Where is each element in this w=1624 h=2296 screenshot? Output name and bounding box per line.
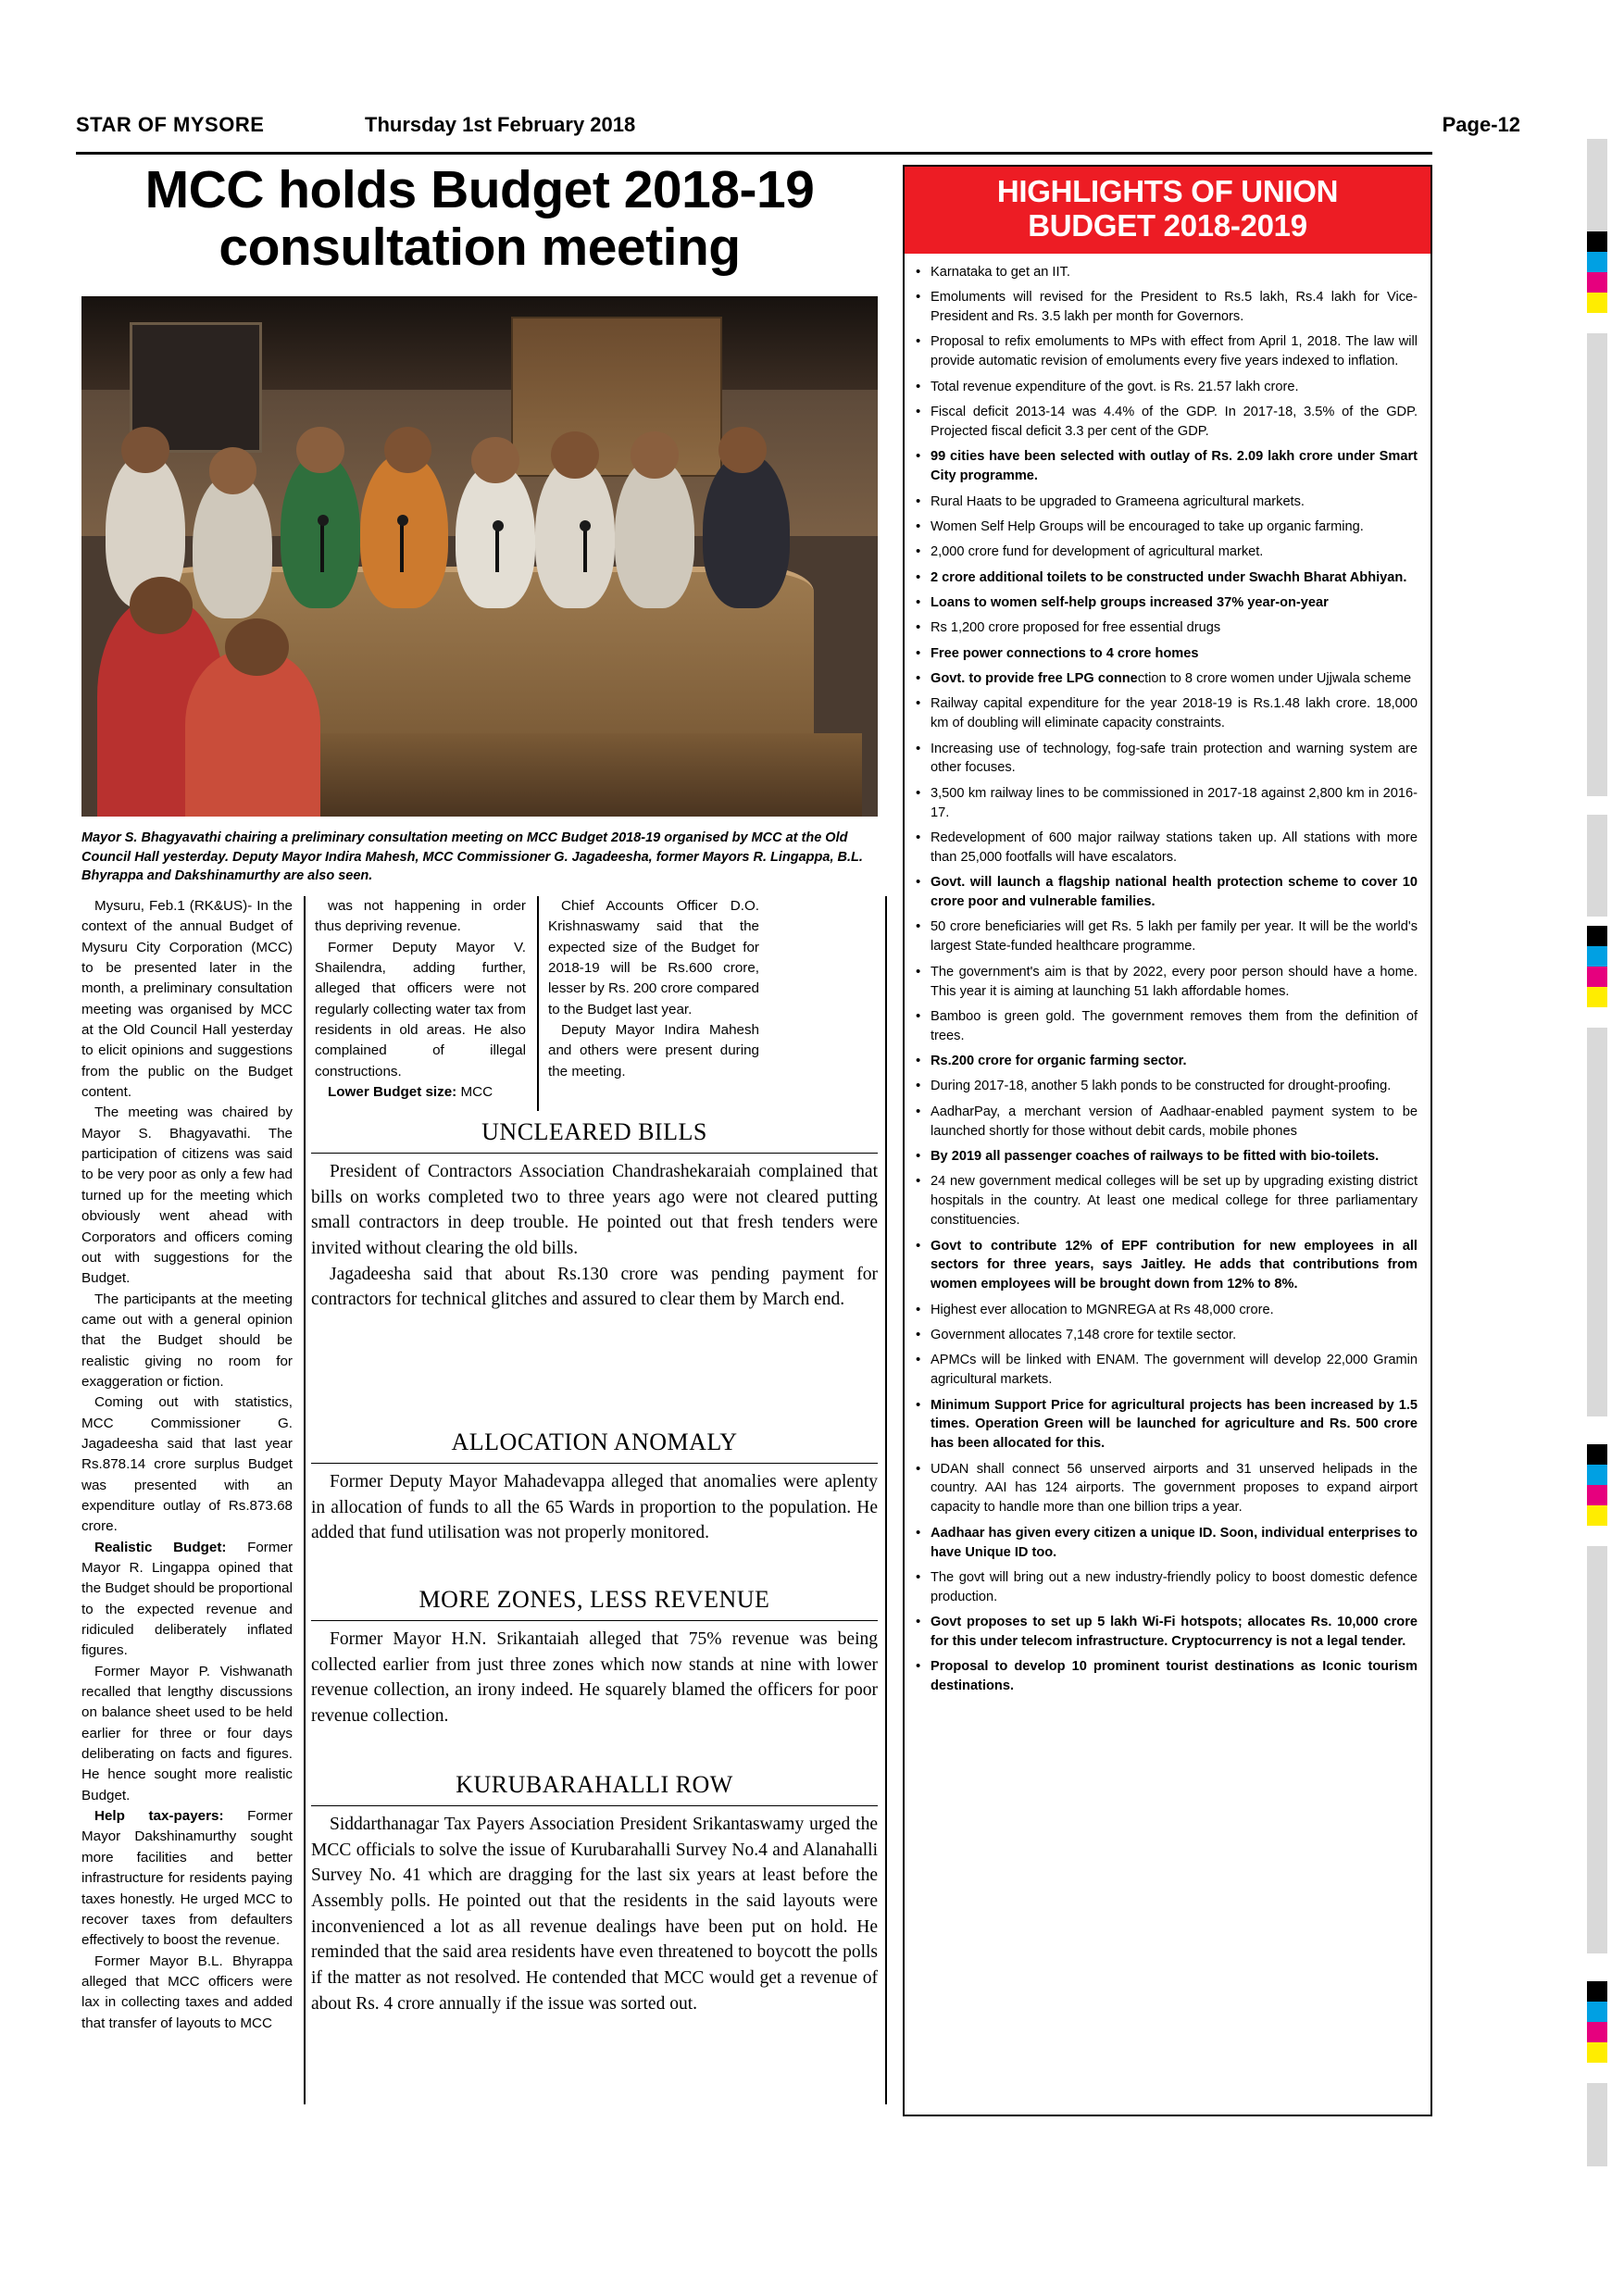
highlight-item — [916, 1007, 1418, 1046]
highlight-item — [916, 378, 1418, 397]
article-paragraph: Mysuru, Feb.1 (RK&US)- In the context of the annual Budget of Mysuru City Corporation (MCC) to be presented later in the month, a preliminary consultation meeting was organised by MCC at the Old Council Hall yesterday to elicit opinions and suggestions from the public on the Budget content. — [81, 898, 293, 1101]
highlight-item — [916, 1351, 1418, 1390]
highlight-text: Highest ever allocation to MGNREGA at Rs 48,000 crore. — [931, 1302, 1274, 1317]
highlight-text: Govt to contribute 12% of EPF contribution for new employees in all sectors for three years, says Jaitley. He adds that contributions from women employees will be brought down from 12% to 8%. — [931, 1238, 1418, 1292]
highlight-text: Aadhaar has given every citizen a unique ID. Soon, individual enterprises to have Unique ID too. — [931, 1525, 1418, 1560]
sub-article-section — [311, 1111, 878, 1313]
highlight-text: Women Self Help Groups will be encouraged to take up organic farming. — [931, 518, 1364, 534]
bullet-icon: • — [916, 918, 921, 935]
highlight-text: Rs 1,200 crore proposed for free essential drugs — [931, 620, 1221, 636]
section-paragraph: President of Contractors Association Chandrashekaraiah complained that bills on works completed two to three years ago were not cleared putting small contractors in deep trouble. He pointed out that fresh tenders were invited without clearing the old bills. — [311, 1162, 878, 1259]
bullet-icon: • — [916, 263, 921, 280]
highlight-text: Govt. to provide free LPG connection to 8 crore women under Ujjwala scheme — [931, 671, 1412, 687]
highlight-item — [916, 1301, 1418, 1320]
highlight-item — [916, 694, 1418, 733]
highlight-text: Govt proposes to set up 5 lakh Wi-Fi hotspots; allocates Rs. 10,000 crore for this under telecom infrastructure. Cryptocurrency is not a legal tender. — [931, 1615, 1418, 1649]
article-column-3 — [548, 896, 759, 1082]
article-paragraph: Former Mayor P. Vishwanath recalled that lengthy discussions on balance sheet used to be held earlier for three or four days deliberating on facts and figures. He hence sought more realistic Budget. — [81, 1663, 293, 1803]
bullet-icon: • — [916, 1568, 921, 1585]
edge-gray-bar-6 — [1587, 2083, 1607, 2166]
article-paragraph: Deputy Mayor Indira Mahesh and others were present during the meeting. — [548, 1022, 759, 1079]
bullet-icon: • — [916, 784, 921, 801]
bullet-icon: • — [916, 740, 921, 756]
section-heading: ALLOCATION ANOMALY — [311, 1421, 878, 1464]
bullet-icon: • — [916, 1103, 921, 1119]
highlight-item — [916, 568, 1418, 588]
bullet-icon: • — [916, 1460, 921, 1477]
highlight-item — [916, 917, 1418, 956]
bullet-icon: • — [916, 1614, 921, 1630]
article-paragraph: Former Deputy Mayor V. Shailendra, adding further, alleged that officers were not regularly collecting water tax from residents in old areas. He also complained of illegal constructions. — [315, 939, 526, 1079]
column-rule-2 — [537, 896, 539, 1111]
sub-article-section — [311, 1421, 878, 1546]
highlight-text: 2,000 crore fund for development of agricultural market. — [931, 544, 1264, 560]
bullet-icon: • — [916, 1237, 921, 1254]
bullet-icon: • — [916, 289, 921, 306]
highlight-item — [916, 1396, 1418, 1454]
bullet-icon: • — [916, 593, 921, 610]
highlight-item — [916, 518, 1418, 537]
issue-date: Thursday 1st February 2018 — [365, 113, 636, 136]
highlight-item — [916, 963, 1418, 1002]
highlight-item — [916, 1237, 1418, 1295]
edge-gray-bar-3 — [1587, 815, 1607, 917]
highlight-item — [916, 593, 1418, 613]
article-paragraph: The participants at the meeting came out with a general opinion that the Budget should be realistic giving no room for exaggeration or fiction. — [81, 1291, 293, 1390]
bullet-icon: • — [916, 543, 921, 560]
registration-color-bar-3 — [1587, 1444, 1607, 1526]
article-paragraph: Lower Budget size: MCC — [328, 1084, 493, 1101]
highlight-item — [916, 332, 1418, 371]
highlight-item — [916, 288, 1418, 327]
highlight-item — [916, 644, 1418, 664]
column-rule-1 — [304, 896, 306, 2104]
highlight-text: During 2017-18, another 5 lakh ponds to be constructed for drought-proofing. — [931, 1079, 1392, 1094]
highlight-item — [916, 263, 1418, 282]
highlight-text: Total revenue expenditure of the govt. is Rs. 21.57 lakh crore. — [931, 379, 1299, 394]
bullet-icon: • — [916, 1326, 921, 1342]
highlight-text: UDAN shall connect 56 unserved airports and 31 unserved helipads in the country. AAI has 124 airports. The government proposes to expand airport capacity to handle more than one billion trips a year. — [931, 1461, 1418, 1516]
highlight-item — [916, 1460, 1418, 1518]
registration-color-bar-4 — [1587, 1981, 1607, 2063]
highlight-text: Bamboo is green gold. The government removes them from the definition of trees. — [931, 1008, 1418, 1043]
highlight-text: 50 crore beneficiaries will get Rs. 5 lakh per family per year. It will be the world's largest State-funded healthcare programme. — [931, 919, 1418, 955]
highlight-item — [916, 873, 1418, 912]
highlight-text: The govt will bring out a new industry-friendly policy to boost domestic defence production. — [931, 1569, 1418, 1604]
bullet-icon: • — [916, 1007, 921, 1024]
highlights-list — [905, 254, 1430, 1696]
highlight-text: The government's aim is that by 2022, every poor person should have a home. This year it is aiming at launching 51 lakh affordable homes. — [931, 964, 1418, 999]
bullet-icon: • — [916, 404, 921, 420]
highlight-text: Emoluments will revised for the President to Rs.5 lakh, Rs.4 lakh for Vice-President and Rs. 3.5 lakh per month for Governors. — [931, 290, 1418, 325]
bullet-icon: • — [916, 1658, 921, 1675]
edge-gray-bar-2 — [1587, 333, 1607, 796]
highlight-item — [916, 618, 1418, 638]
bullet-icon: • — [916, 1352, 921, 1368]
bullet-icon: • — [916, 1053, 921, 1069]
highlight-text: Govt. will launch a flagship national health protection scheme to cover 10 crore poor and vulnerable families. — [931, 875, 1418, 910]
section-heading: UNCLEARED BILLS — [311, 1111, 878, 1154]
section-paragraph: Jagadeesha said that about Rs.130 crore was pending payment for contractors for technical glitches and assured to clear them by March end. — [311, 1264, 878, 1310]
bullet-icon: • — [916, 568, 921, 585]
section-heading: KURUBARAHALLI ROW — [311, 1764, 878, 1806]
highlight-text: By 2019 all passenger coaches of railways to be fitted with bio-toilets. — [931, 1149, 1380, 1165]
article-column-1 — [81, 896, 293, 2034]
highlight-text: Government allocates 7,148 crore for textile sector. — [931, 1327, 1237, 1342]
bullet-icon: • — [916, 1148, 921, 1165]
bullet-icon: • — [916, 1301, 921, 1317]
highlight-item — [916, 1147, 1418, 1167]
highlight-item — [916, 1657, 1418, 1696]
highlight-item — [916, 1052, 1418, 1071]
highlights-header-line1: HIGHLIGHTS OF UNION — [996, 174, 1339, 208]
highlight-text: Rural Haats to be upgraded to Grameena agricultural markets. — [931, 493, 1305, 509]
bullet-icon: • — [916, 493, 921, 509]
highlight-item — [916, 1613, 1418, 1652]
article-photo — [81, 296, 878, 817]
highlight-item — [916, 1524, 1418, 1563]
highlight-text: 3,500 km railway lines to be commissioned in 2017-18 against 2,800 km in 2016-17. — [931, 785, 1418, 820]
highlight-item — [916, 1172, 1418, 1230]
bullet-icon: • — [916, 874, 921, 891]
highlight-text: Karnataka to get an IIT. — [931, 264, 1070, 280]
article-column-2 — [315, 896, 526, 1103]
edge-gray-bar-5 — [1587, 1546, 1607, 1953]
highlight-text: Fiscal deficit 2013-14 was 4.4% of the GDP. In 2017-18, 3.5% of the GDP. Projected fiscal deficit 3.3 per cent of the GDP. — [931, 405, 1418, 439]
column-rule-3 — [885, 896, 887, 2104]
highlight-item — [916, 447, 1418, 486]
registration-color-bar-2 — [1587, 926, 1607, 1007]
highlight-item — [916, 543, 1418, 562]
article-paragraph: Help tax-payers: Former Mayor Dakshinamurthy sought more facilities and better infrastructure for residents paying taxes honestly. He urged MCC to recover taxes from defaulters effectively to boost the revenue. — [81, 1808, 294, 1949]
bullet-icon: • — [916, 1524, 921, 1541]
highlight-text: Proposal to refix emoluments to MPs with effect from April 1, 2018. The law will provide automatic revision of emoluments every five years indexed to inflation. — [931, 334, 1418, 369]
paper-name: STAR OF MYSORE — [76, 113, 265, 136]
article-paragraph: was not happening in order thus depriving revenue. — [315, 898, 526, 935]
photo-caption: Mayor S. Bhagyavathi chairing a preliminary consultation meeting on MCC Budget 2018-19 organised by MCC at the Old Council Hall yesterday. Deputy Mayor Indira Mahesh, MCC Commissioner G. Jagadeesha, former Mayors R. Lingappa, B.L. Bhyrappa and Dakshinamurthy are also seen. — [81, 830, 863, 884]
article-paragraph: Coming out with statistics, MCC Commissioner G. Jagadeesha said that last year Rs.878.14 crore surplus Budget was presented with an expenditure outlay of Rs.873.68 crore. — [81, 1394, 293, 1535]
highlight-item — [916, 669, 1418, 689]
highlight-text: 99 cities have been selected with outlay of Rs. 2.09 lakh crore under Smart City programme. — [931, 449, 1418, 484]
bullet-icon: • — [916, 830, 921, 846]
highlights-header — [905, 167, 1430, 254]
bullet-icon: • — [916, 644, 921, 661]
bullet-icon: • — [916, 695, 921, 712]
highlight-text: Free power connections to 4 crore homes — [931, 645, 1199, 661]
highlight-item — [916, 784, 1418, 823]
bullet-icon: • — [916, 1396, 921, 1413]
highlight-item — [916, 829, 1418, 867]
highlight-text: Railway capital expenditure for the year 2018-19 is Rs.1.48 lakh crore. 18,000 km of doubling will eliminate capacity constraints. — [931, 696, 1418, 731]
highlight-item — [916, 1103, 1418, 1142]
bullet-icon: • — [916, 963, 921, 980]
article-paragraph: Chief Accounts Officer D.O. Krishnaswamy said that the expected size of the Budget for 2018-19 will be Rs.600 crore, lesser by Rs. 200 crore compared to the Budget last year. — [548, 898, 759, 1017]
article-paragraph: The meeting was chaired by Mayor S. Bhagyavathi. The participation of citizens was said to be very poor as only a few had turned up for the meeting which obviously went ahead with Corporators and officers coming out with suggestions for the Budget. — [81, 1104, 293, 1287]
sub-article-section — [311, 1578, 878, 1729]
highlight-text: 2 crore additional toilets to be constructed under Swachh Bharat Abhiyan. — [931, 569, 1407, 585]
bullet-icon: • — [916, 333, 921, 350]
highlights-box — [903, 165, 1432, 2116]
registration-color-bar-1 — [1587, 231, 1607, 313]
highlight-text: Minimum Support Price for agricultural projects has been increased by 1.5 times. Operation Green will be launched for agriculture and Rs. 500 crore has been allocated for this. — [931, 1397, 1418, 1452]
section-paragraph: Former Mayor H.N. Srikantaiah alleged that 75% revenue was being collected earlier from just three zones which now stands at nine with lower revenue collection, an irony indeed. He squarely blamed the officers for poor revenue collection. — [311, 1629, 878, 1727]
section-paragraph: Siddarthanagar Tax Payers Association President Srikantaswamy urged the MCC officials to solve the issue of Kurubarahalli Survey No.4 and Alanahalli Survey No. 41 which are dragging for the last six years at least before the Assembly polls. He pointed out that the residents in the said layouts were inconvenienced a lot as all revenue dealings have been put on hold. He reminded that the said area residents have even threatened to boycott the polls if the matter as not resolved. He contended that MCC would get a revenue of about Rs. 4 crore annually if the issue was sorted out. — [311, 1815, 878, 2014]
bullet-icon: • — [916, 518, 921, 534]
highlight-text: Loans to women self-help groups increased 37% year-on-year — [931, 594, 1329, 610]
highlights-header-line2: BUDGET 2018-2019 — [1028, 207, 1307, 243]
highlight-item — [916, 493, 1418, 512]
highlight-text: Proposal to develop 10 prominent tourist destinations as Iconic tourism destinations. — [931, 1659, 1418, 1694]
bullet-icon: • — [916, 670, 921, 687]
highlight-item — [916, 1326, 1418, 1345]
bullet-icon: • — [916, 448, 921, 465]
article-paragraph: Realistic Budget: Former Mayor R. Lingappa opined that the Budget should be proportional to the expected revenue and ridiculed deliberately inflated figures. — [81, 1539, 293, 1659]
masthead-rule — [76, 152, 1432, 155]
sub-article-section — [311, 1764, 878, 2017]
highlight-text: Increasing use of technology, fog-safe train protection and warning system are other focuses. — [931, 741, 1418, 776]
bullet-icon: • — [916, 619, 921, 636]
highlight-text: Redevelopment of 600 major railway stations taken up. All stations with more than 25,000 footfalls will have escalators. — [931, 830, 1418, 865]
edge-gray-bar-4 — [1587, 1028, 1607, 1416]
section-paragraph: Former Deputy Mayor Mahadevappa alleged that anomalies were aplenty in allocation of funds to all the 65 Wards in proportion to the population. He added that fund utilisation was not properly monitored. — [311, 1472, 878, 1543]
highlight-item — [916, 740, 1418, 779]
highlight-item — [916, 1568, 1418, 1607]
highlight-text: AadharPay, a merchant version of Aadhaar-enabled payment system to be launched shortly for those without debit cards, mobile phones — [931, 1104, 1418, 1139]
page-title: MCC holds Budget 2018-19 consultation meeting — [144, 160, 815, 277]
highlight-text: 24 new government medical colleges will be set up by upgrading existing district hospitals in the country. At least one medical college for three parliamentary constituencies. — [931, 1174, 1418, 1229]
highlight-text: APMCs will be linked with ENAM. The government will develop 22,000 Gramin agricultural markets. — [931, 1353, 1418, 1388]
highlight-item — [916, 1077, 1418, 1096]
section-heading: MORE ZONES, LESS REVENUE — [311, 1578, 878, 1621]
bullet-icon: • — [916, 1173, 921, 1190]
bullet-icon: • — [916, 378, 921, 394]
masthead — [76, 113, 1520, 144]
page-number: Page-12 — [1442, 113, 1520, 136]
article-paragraph: Former Mayor B.L. Bhyrappa alleged that MCC officers were lax in collecting taxes and added that transfer of layouts to MCC — [81, 1953, 293, 2031]
bullet-icon: • — [916, 1078, 921, 1094]
highlight-item — [916, 403, 1418, 442]
highlight-text: Rs.200 crore for organic farming sector. — [931, 1054, 1187, 1069]
